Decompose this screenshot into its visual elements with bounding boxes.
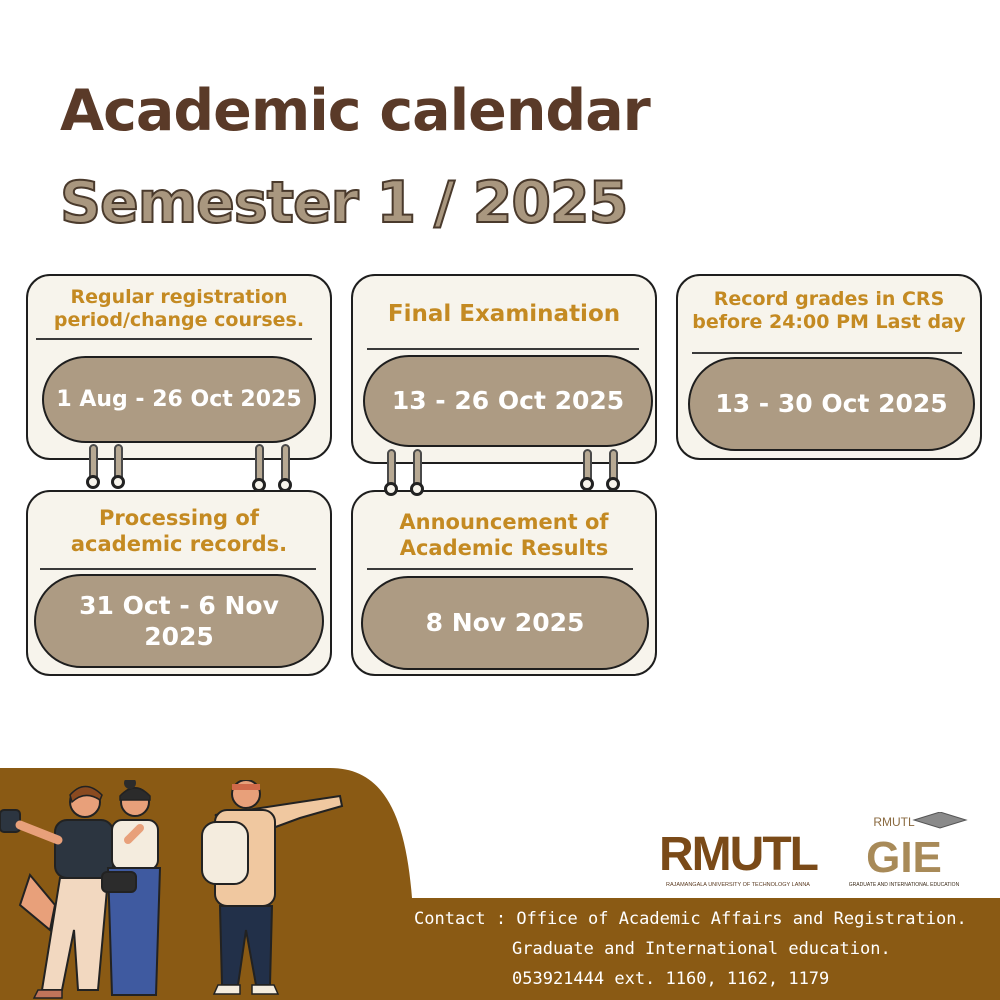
card-final-exam-title [353,300,655,328]
card-registration [26,274,332,460]
binder-hole [580,477,594,491]
card-title-line: Processing of [99,506,259,530]
date-pill [34,574,324,668]
gie-logo-caption: GRADUATE AND INTERNATIONAL EDUCATION [848,882,960,888]
date-line: 31 Oct - 6 Nov [79,590,279,620]
contact-line: Contact : Office of Academic Affairs and Registration. [414,909,967,929]
date-line: 2025 [144,622,214,651]
rmutl-logo-text: RMUTL [659,828,817,881]
binder-hole [606,477,620,491]
contact-line: Graduate and International education. [512,939,891,959]
traveler-figure [102,780,160,995]
gie-logo-text: GIE [866,833,942,882]
date-pill [363,355,653,447]
divider [367,568,633,570]
page-title: Academic calendar [60,78,650,144]
traveler-figure [0,787,113,999]
page-subtitle: Semester 1 / 2025 [60,170,628,236]
date-pill [42,356,316,443]
rmutl-logo-caption: RAJAMANGALA UNIVERSITY OF TECHNOLOGY LANNA [666,882,810,888]
date-pill [361,576,649,670]
card-title-line: Regular registration [70,286,288,308]
binder-hole [86,475,100,489]
card-processing-title [28,506,330,557]
card-title-line: academic records. [70,531,288,556]
card-record-grades [676,274,982,460]
contact-line: 053921444 ext. 1160, 1162, 1179 [512,969,830,989]
binder-hole [252,478,266,492]
divider [367,348,639,350]
date-text: 1 Aug - 26 Oct 2025 [56,386,302,412]
binder-hole [111,475,125,489]
card-title-line: Announcement of [399,510,609,534]
card-title-line: before 24:00 PM Last day [692,311,966,334]
divider [36,338,312,340]
rmutl-logo [652,828,824,890]
contact-info [414,904,967,994]
card-title-line: period/change courses. [53,309,305,332]
date-text: 13 - 26 Oct 2025 [391,386,625,416]
card-title-line: Final Examination [387,301,621,327]
card-announcement [351,490,657,676]
date-pill [688,357,975,451]
card-title-line: Record grades in CRS [713,288,945,310]
date-text: 8 Nov 2025 [425,608,585,638]
binder-hole [278,478,292,492]
card-processing [26,490,332,676]
card-final-exam [351,274,657,464]
travelers-illustration [0,780,360,1000]
date-text: 13 - 30 Oct 2025 [715,389,948,419]
date-text [79,590,279,653]
binder-hole [384,482,398,496]
card-registration-title [28,286,330,332]
traveler-figure [202,780,342,994]
divider [692,352,962,354]
card-record-grades-title [678,288,980,334]
divider [40,568,316,570]
card-announcement-title [353,510,655,561]
gie-logo [844,812,969,892]
graduation-cap-icon [914,812,966,828]
card-title-line: Academic Results [399,535,609,560]
binder-hole [410,482,424,496]
gie-logo-arc: RMUTL [873,815,915,829]
